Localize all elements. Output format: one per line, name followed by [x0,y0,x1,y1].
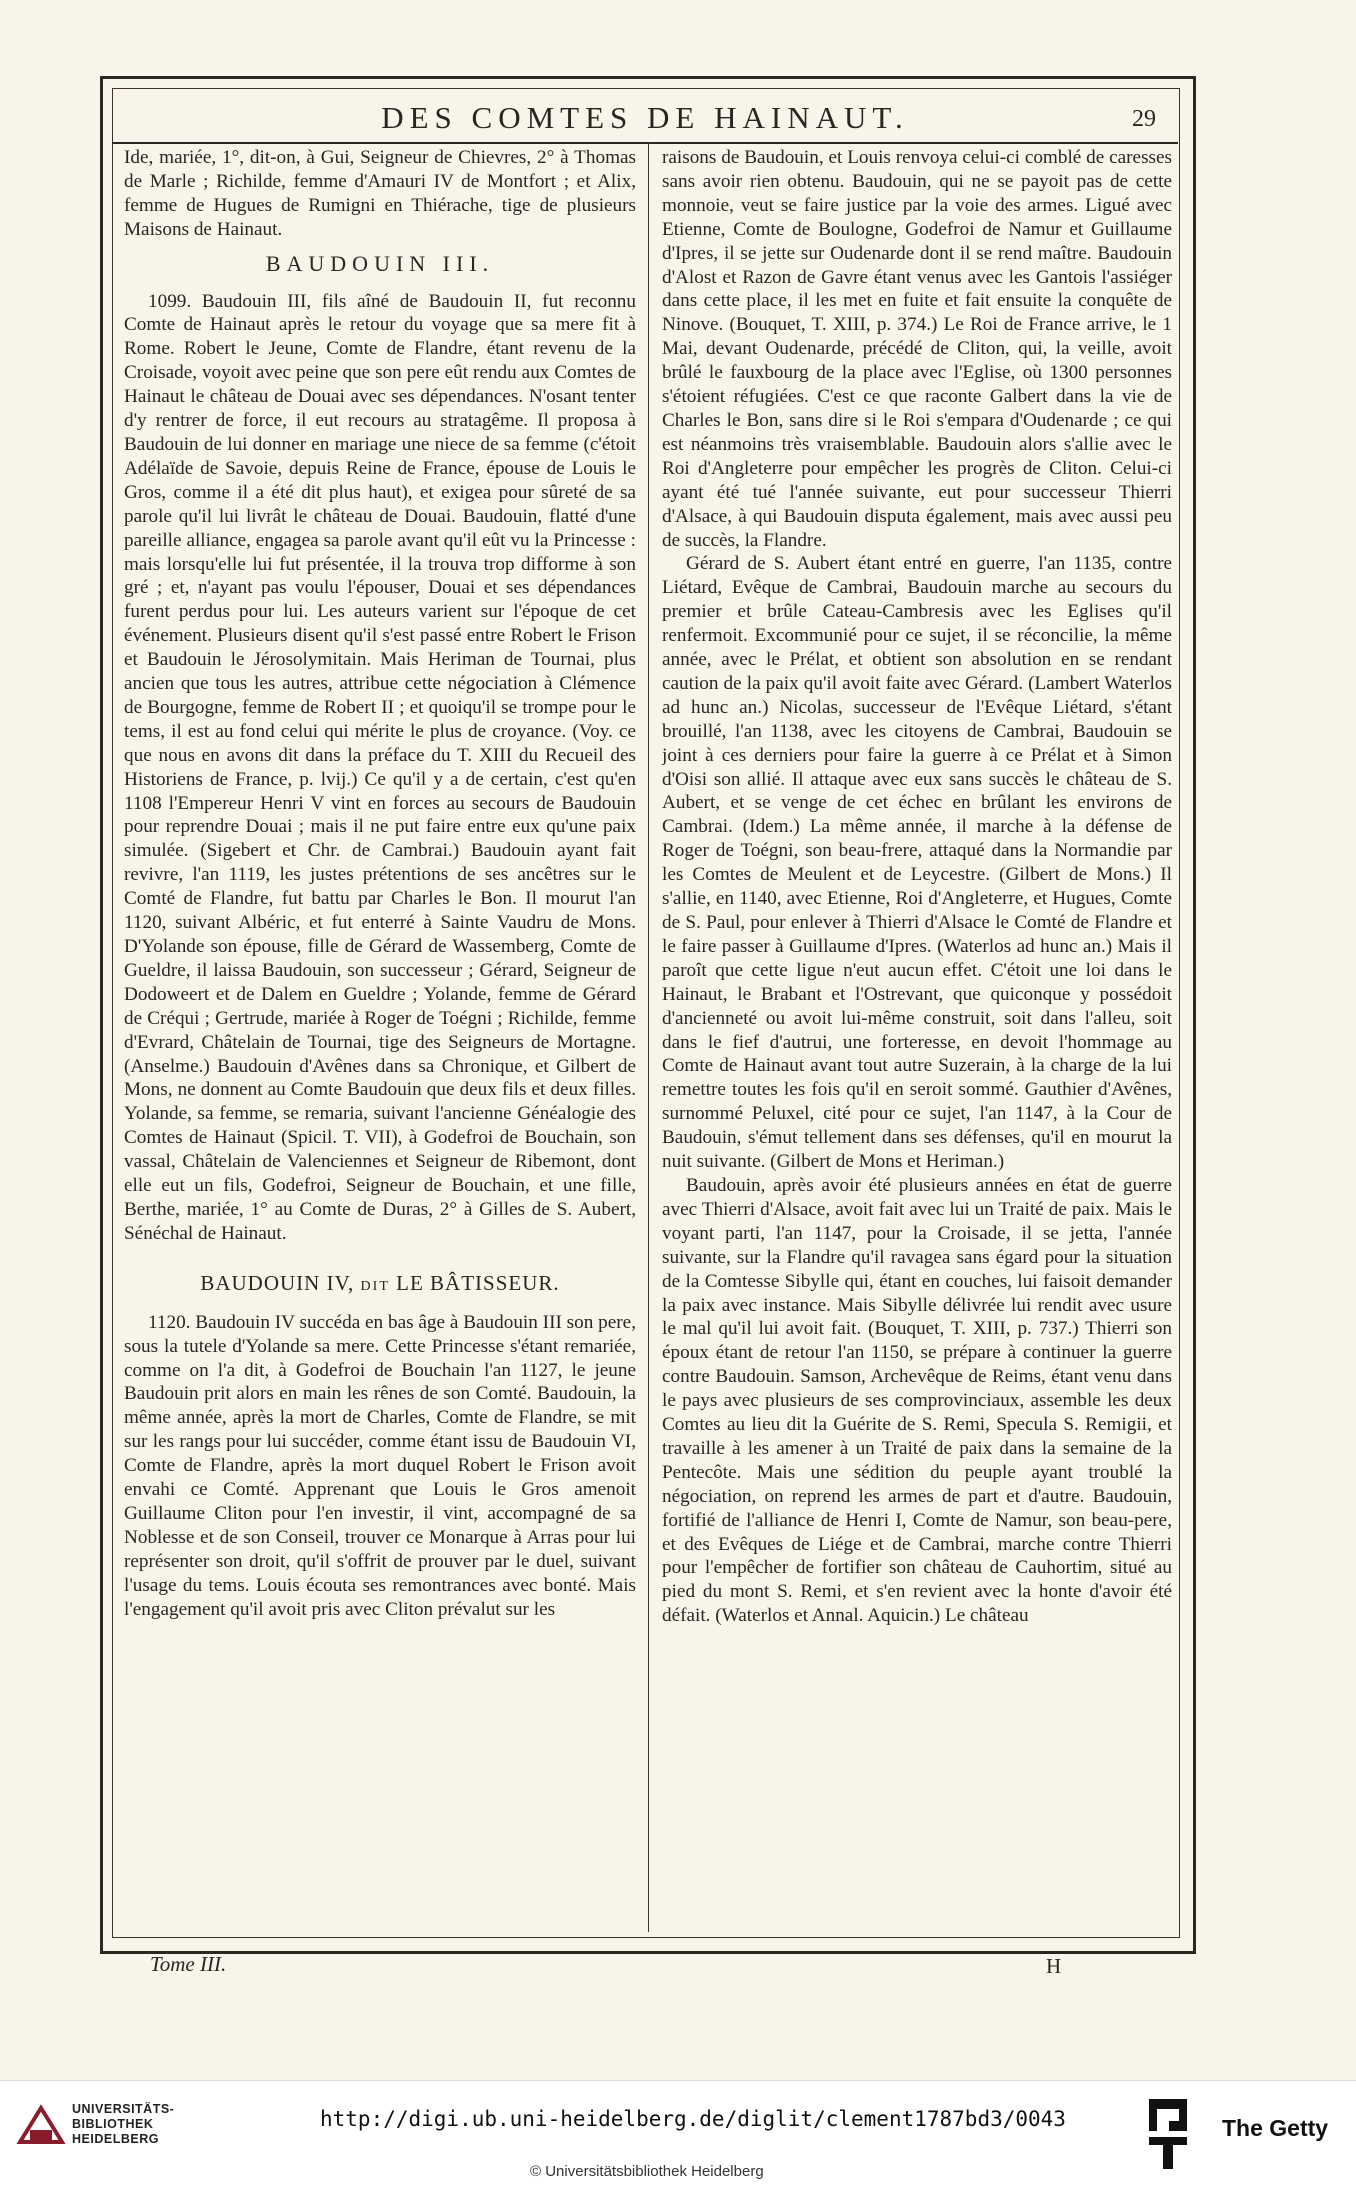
section-heading [124,1272,636,1299]
paragraph: raisons de Baudouin, et Louis renvoya celui-ci comblé de caresses sans avoir rien obtenu. Baudouin, qui ne se payoit pas de cette monnoie, veut se faire justice par la voie des armes. Ligué avec Etienne, Comte de Boulogne, Godefroi de Namur et Guillaume d'Ipres, il se jette sur Oudenarde dont il se rend maître. Baudouin d'Alost et Razon de Gavre étant venus avec les Gantois l'assiéger dans cette place, il les met en fuite et fait ensuite la conquête de Ninove. (Bouquet, T. XIII, p. 374.) Le Roi de France arrive, le 1 Mai, devant Oudenarde, précédé de Cliton, qui, la veille, avoit brûlé le fauxbourg de la place avec l'Eglise, où 1300 personnes s'étoient réfugiées. C'est ce que raconte Galbert dans la vie de Charles le Bon, sans dire si le Roi s'empara d'Oudenarde ; ce qui est néanmoins très vraisemblable. Baudouin alors s'allie avec le Roi d'Angleterre pour empêcher les progrès de Cliton. Celui-ci ayant été tué l'année suivante, eut pour successeur Thierri d'Alsace, à qui Baudouin disputa également, mais avec aussi peu de succès, la Flandre. [662,147,1172,551]
viewer-footer-bar [0,2080,1356,2197]
page-number: 29 [1132,106,1156,132]
volume-label: Tome III. [150,1952,227,1976]
column-divider [648,142,649,1932]
heading-part: BAUDOUIN IV, [200,1270,355,1295]
getty-label: The Getty [1222,2115,1329,2141]
copyright-notice: © Universitätsbibliothek Heidelberg [530,2163,764,2180]
paragraph: Ide, mariée, 1°, dit-on, à Gui, Seigneur de Chievres, 2° à Thomas de Marle ; Richilde, femme d'Amauri IV de Montfort ; et Alix, femme de Hugues de Rumigni en Thiérache, tige de plusieurs Maisons de Hainaut. [124,147,636,240]
running-head [112,96,1178,144]
running-title: DES COMTES DE HAINAUT. [381,100,909,135]
right-column [662,146,1172,1908]
paragraph: Baudouin, après avoir été plusieurs années en état de guerre avec Thierri d'Alsace, avoit fait avec lui un Traité de paix. Mais le voyant parti, l'an 1147, pour la Croisade, il se jetta, l'année suivante, sur la Flandre qu'il ravagea sans égard pour la situation de la Comtesse Sibylle qui, étant en couches, lui faisoit demander la paix avec instance. Mais Sibylle délivrée lui rendit avec usure le mal qu'il lui avoit fait. (Bouquet, T. XIII, p. 737.) Thierri son époux étant de retour l'an 1150, se prépare à continuer la guerre contre Baudouin. Samson, Archevêque de Reims, étant venu dans le pays avec plusieurs de ses comprovinciaux, assemble les deux Comtes au lieu dit la Guérite de S. Remi, Specula S. Remigii, et travaille à les amener à un Traité de paix dans la semaine de la Pentecôte. Mais une sédition du peuple ayant troublé la négociation, on reprend les armes de part et d'autre. Baudouin, fortifié de l'alliance de Henri I, Comte de Namur, son beau-pere, et des Evêques de Liége et de Cambrai, marche contre Thierri pour l'empêcher de fortifier son château de Cauhortim, situé au pied du mont S. Remi, et s'en revient avec la honte d'avoir été défait. (Waterlos et Annal. Aquicin.) Le château [662,1174,1172,1627]
section-heading: BAUDOUIN III. [265,250,495,276]
paragraph: 1099. Baudouin III, fils aîné de Baudouin II, fut reconnu Comte de Hainaut après le retour du voyage que sa mere fit à Rome. Robert le Jeune, Comte de Flandre, étant revenu de la Croisade, voyoit avec peine que son pere eût rendu aux Comtes de Hainaut le château de Douai avec ses dépendances. N'osant tenter d'y rentrer de force, il eut recours au stratagême. Il proposa à Baudouin de lui donner en mariage une niece de sa femme (c'étoit Adélaïde de Savoie, depuis Reine de France, épouse de Louis le Gros, comme il a été dit plus haut), et exigea pour sûreté de sa parole qu'il lui livrât le château de Douai. Baudouin, flatté d'une pareille alliance, engagea sa parole avant qu'il eût vu la Princesse : mais lorsqu'elle lui fut présentée, il la trouva trop difforme à son gré ; et, n'ayant pas voulu l'épouser, Douai et ses dépendances furent perdus pour lui. Les auteurs varient sur l'époque de cet événement. Plusieurs disent qu'il s'est passé entre Robert le Frison et Baudouin le Jérosolymitain. Mais Heriman de Tournai, plus ancien que tous les autres, attribue cette négociation à Clémence de Bourgogne, femme de Robert II ; et quoiqu'il se trompe pour le tems, il est au fond celui qui mérite le plus de croyance. (Voy. ce que nous en avons dit dans la préface du T. XIII du Recueil des Historiens de France, p. lvij.) Ce qu'il y a de certain, c'est qu'en 1108 l'Empereur Henri V vint en forces au secours de Baudouin pour reprendre Douai ; mais il ne put faire entre eux qu'une paix simulée. (Sigebert et Chr. de Cambrai.) Baudouin ayant fait revivre, l'an 1119, les justes prétentions de ses ancêtres sur le Comté de Flandre, fut battu par Charles le Bon. Il mourut l'an 1120, suivant Albéric, et fut enterré à Sainte Vaudru de Mons. D'Yolande son épouse, fille de Gérard de Wassemberg, Comte de Gueldre, il laissa Baudouin, son successeur ; Gérard, Seigneur de Dodoweert et de Dalem en Gueldre ; Yolande, femme de Gérard de Créqui ; Gertrude, mariée à Roger de Toégni ; Richilde, femme d'Evrard, Châtelain de Tournai, tige des Seigneurs de Mortagne. (Anselme.) Baudouin d'Avênes dans sa Chronique, et Gilbert de Mons, ne donnent au Comte Baudouin que deux fils et deux filles. Yolande, sa femme, se remaria, suivant l'ancienne Généalogie des Comtes de Hainaut (Spicil. T. VII), à Godefroi de Bouchain, son vassal, Châtelain de Valenciennes et Seigneur de Ribemont, dont elle eut un fils, Godefroi, Seigneur de Bouchain, et une fille, Berthe, mariée, 1° au Comte de Duras, 2° à Gilles de S. Aubert, Sénéchal de Hainaut. [124,290,636,1244]
getty-logo-icon [1145,2095,1191,2173]
paragraph: 1120. Baudouin IV succéda en bas âge à Baudouin III son pere, sous la tutele d'Yolande sa mere. Cette Princesse s'étant remariée, comme on l'a dit, à Godefroi de Bouchain l'an 1127, le jeune Baudouin prit alors en main les rênes de son Comté. Baudouin, la même année, après la mort de Charles, Comte de Flandre, se mit sur les rangs pour lui succéder, comme étant issu de Baudouin VI, Comte de Flandre, après la mort duquel Robert le Frison avoit envahi ce Comté. Apprenant que Louis le Gros amenoit Guillaume Cliton pour l'en investir, il vint, accompagné de sa Noblesse et de son Conseil, trouver ce Monarque à Arras pour lui représenter son droit, qu'il s'offrit de prouver par le duel, suivant l'usage du tems. Louis écouta ses remontrances avec bonté. Mais l'engagement qu'il avoit pris avec Cliton prévalut sur les [124,1311,636,1620]
library-line: BIBLIOTHEK [72,2117,154,2131]
permalink-url[interactable]: http://digi.ub.uni-heidelberg.de/diglit/clement1787bd3/0043 [320,2107,1066,2131]
library-name [72,2102,174,2147]
paragraph: Gérard de S. Aubert étant entré en guerre, l'an 1135, contre Liétard, Evêque de Cambrai, Baudouin marche au secours du premier et brûle Cateau-Cambresis avec les Eglises qu'il renfermoit. Excommunié pour ce sujet, il se réconcilie, la même année, avec le Prélat, et obtient son absolution en se rendant caution de la paix qu'il avoit faite avec Gérard. (Lambert Waterlos ad hunc an.) Nicolas, successeur de l'Evêque Liétard, s'étant brouillé, l'an 1138, avec les citoyens de Cambrai, Baudouin se joint à ces derniers pour faire la guerre à ce Prélat et à Simon d'Oisi son allié. Il attaque avec eux sans succès le château de S. Aubert, et se venge de cet échec en brûlant les environs de Cambrai. (Idem.) La même année, il marche à la défense de Roger de Toégni, son beau-frere, attaqué dans la Normandie par les Comtes de Meulent et de Leycestre. (Gilbert de Mons.) Il s'allie, en 1140, avec Etienne, Roi d'Angleterre, et Hugues, Comte de S. Paul, pour enlever à Thierri d'Alsace le Comté de Flandre et le faire passer à Guillaume d'Ipres. (Waterlos ad hunc an.) Mais il paroît que cette ligue n'eut aucun effet. C'étoit une loi dans le Hainaut, le Brabant et l'Ostrevant, que quiconque y possédoit d'ancienneté ou avoit lui-même construit, soit dans l'alleu, soit dans le fief d'autrui, une forteresse, en devoit l'hommage au Comte de Hainaut avant tout autre Suzerain, à la charge de la lui remettre toutes les fois qu'il en seroit sommé. Gauthier d'Avênes, surnommé Peluxel, cité pour ce sujet, l'an 1147, à la Cour de Baudouin, s'émut tellement dans ses défenses, qu'il en mourut la nuit suivante. (Gilbert de Mons et Heriman.) [662,553,1172,1173]
left-column [124,146,636,1908]
library-line: UNIVERSITÄTS- [72,2102,175,2116]
library-line: HEIDELBERG [72,2132,159,2146]
heading-dit: DIT [360,1278,390,1294]
signature-mark: H [1046,1954,1062,1978]
university-library-logo-icon [16,2102,66,2152]
heading-part: LE BÂTISSEUR. [396,1270,560,1295]
